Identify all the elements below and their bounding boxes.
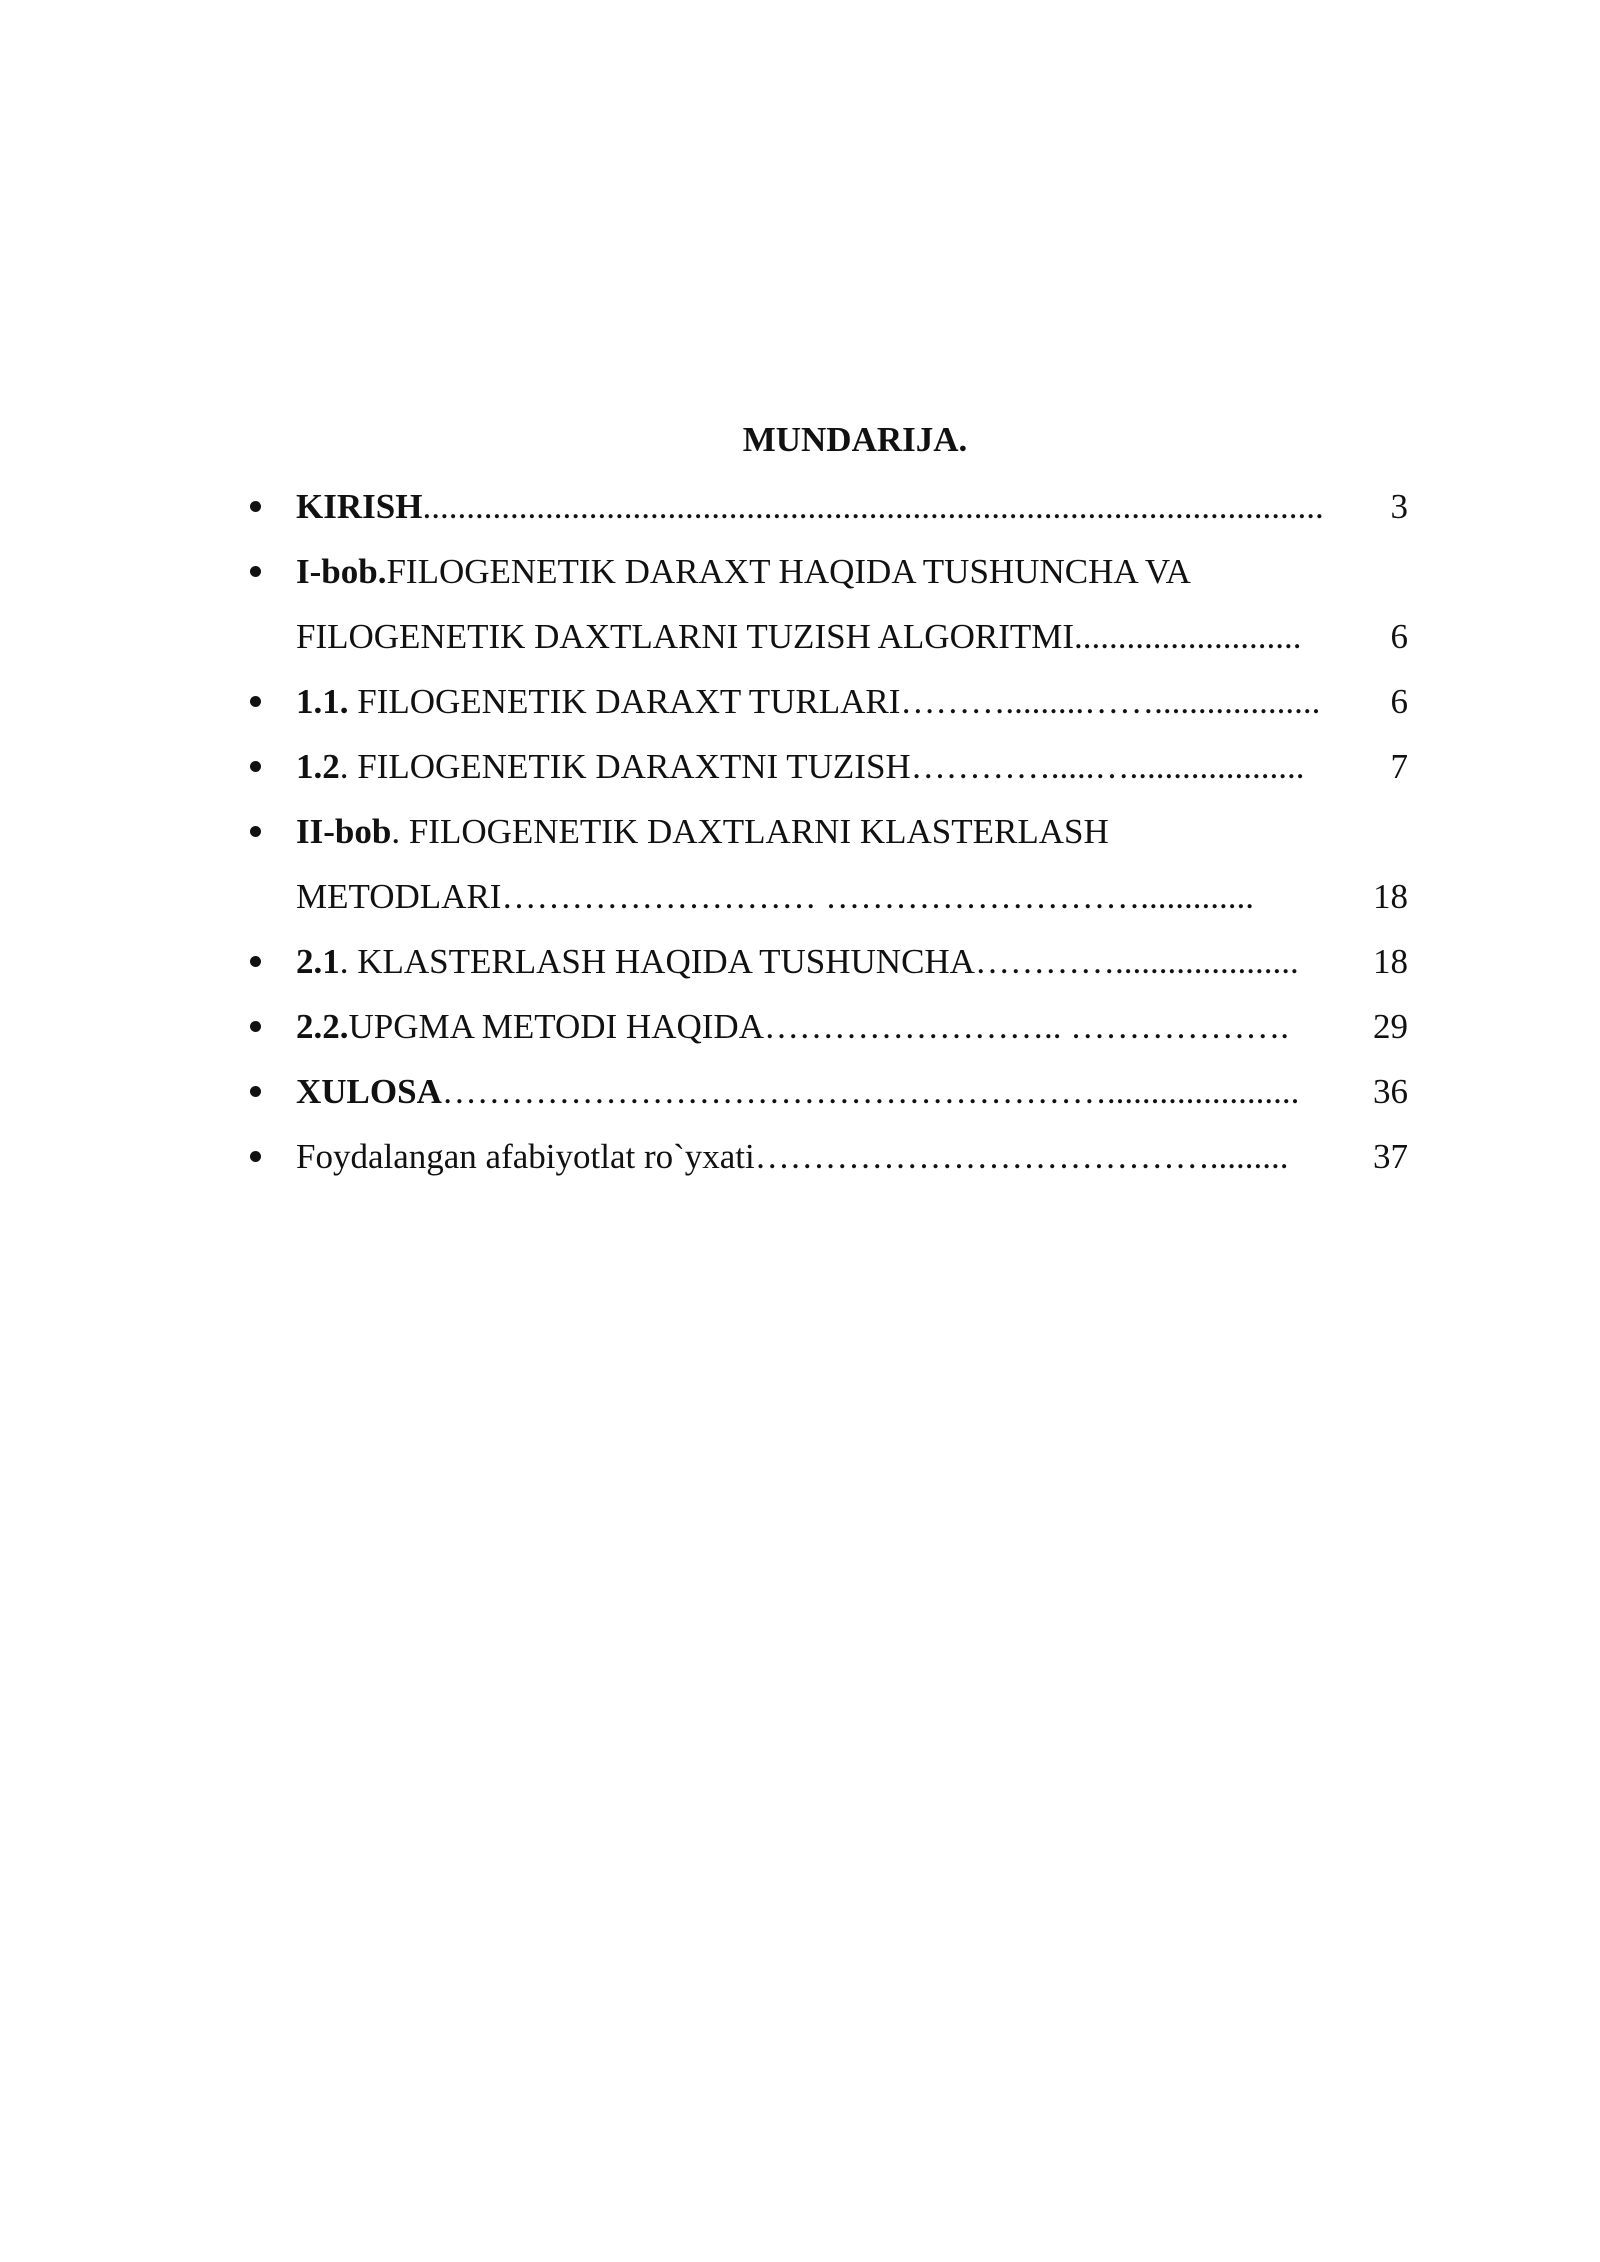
- toc-entry-page: 18: [1373, 877, 1408, 916]
- toc-entry-page: 36: [1373, 1072, 1408, 1111]
- bullet-icon: [250, 1086, 261, 1097]
- toc-entry-text: Foydalangan afabiyotlat ro`yxati………………………………….........: [296, 1137, 1289, 1176]
- bullet-icon: [250, 956, 261, 967]
- toc-entry-bold: 1.2: [296, 747, 340, 786]
- toc-entry-section-1-1[interactable]: [296, 677, 1408, 727]
- toc-entry-page: 37: [1373, 1137, 1408, 1176]
- toc-entry-text: . KLASTERLASH HAQIDA TUSHUNCHA………….....................: [339, 942, 1299, 981]
- toc-entry-bold: XULOSA: [296, 1072, 442, 1111]
- toc-entry-bold: 2.2.: [296, 1007, 349, 1046]
- toc-entry-page: 6: [1390, 682, 1408, 721]
- toc-entry-bold: I-bob.: [296, 552, 387, 591]
- toc-entry-page: 18: [1373, 942, 1408, 981]
- toc-entry-references[interactable]: [296, 1132, 1408, 1182]
- page-title: MUNDARIJA.: [742, 420, 968, 459]
- toc-entry-text: . FILOGENETIK DARAXTNI TUZISH………….....…....................: [339, 747, 1305, 786]
- toc-entry-bold: 2.1: [296, 942, 340, 981]
- toc-entry-page: 29: [1373, 1007, 1408, 1046]
- toc-entry-label: [296, 547, 1191, 597]
- toc-entry-page: 7: [1390, 747, 1408, 786]
- toc-entry-label: [296, 1132, 1289, 1182]
- toc-entry-chapter-2[interactable]: [296, 807, 1408, 857]
- toc-entry-label: [296, 807, 1109, 857]
- toc-entry-section-1-2[interactable]: [296, 742, 1408, 792]
- toc-entry-label: [296, 1067, 1299, 1117]
- toc-entry-label: [296, 482, 1324, 532]
- toc-entry-text-line2: METODLARI……………………… ……………………….............: [296, 877, 1254, 916]
- toc-entry-kirish[interactable]: [296, 482, 1408, 532]
- bullet-icon: [250, 826, 261, 837]
- toc-entry-label: [296, 937, 1299, 987]
- bullet-icon: [250, 1151, 261, 1162]
- toc-entry-text-line2: FILOGENETIK DAXTLARNI TUZISH ALGORITMI..........................: [296, 617, 1302, 656]
- toc-entry-chapter-1-line2[interactable]: [296, 612, 1408, 662]
- toc-entry-page: 3: [1390, 487, 1408, 526]
- bullet-icon: [250, 696, 261, 707]
- bullet-icon: [250, 566, 261, 577]
- toc-entry-label: [296, 677, 1320, 727]
- toc-entry-text: .......................................................................................................: [422, 487, 1324, 526]
- toc-entry-xulosa[interactable]: [296, 1067, 1408, 1117]
- toc-entry-section-2-2[interactable]: [296, 1002, 1408, 1052]
- bullet-icon: [250, 501, 261, 512]
- bullet-icon: [250, 761, 261, 772]
- toc-entry-text: UPGMA METODI HAQIDA…………………….. ……………….: [348, 1007, 1289, 1046]
- toc-entry-section-2-1[interactable]: [296, 937, 1408, 987]
- toc-entry-bold: KIRISH: [296, 487, 423, 526]
- toc-entry-label: [296, 742, 1304, 792]
- toc-entry-chapter-2-line2[interactable]: [296, 872, 1408, 922]
- toc-entry-chapter-1[interactable]: [296, 547, 1408, 597]
- toc-entry-bold: 1.1.: [296, 682, 349, 721]
- bullet-icon: [250, 1021, 261, 1032]
- toc-entry-page: 6: [1390, 617, 1408, 656]
- toc-entry-text: FILOGENETIK DARAXT TURLARI……….........……...................: [348, 682, 1321, 721]
- toc-entry-text: . FILOGENETIK DAXTLARNI KLASTERLASH: [391, 812, 1109, 851]
- toc-entry-bold: II-bob: [296, 812, 392, 851]
- toc-entry-text: …………………………………………………......................: [441, 1072, 1300, 1111]
- toc-entry-text: FILOGENETIK DARAXT HAQIDA TUSHUNCHA VA: [386, 552, 1191, 591]
- toc-entry-label: [296, 1002, 1289, 1052]
